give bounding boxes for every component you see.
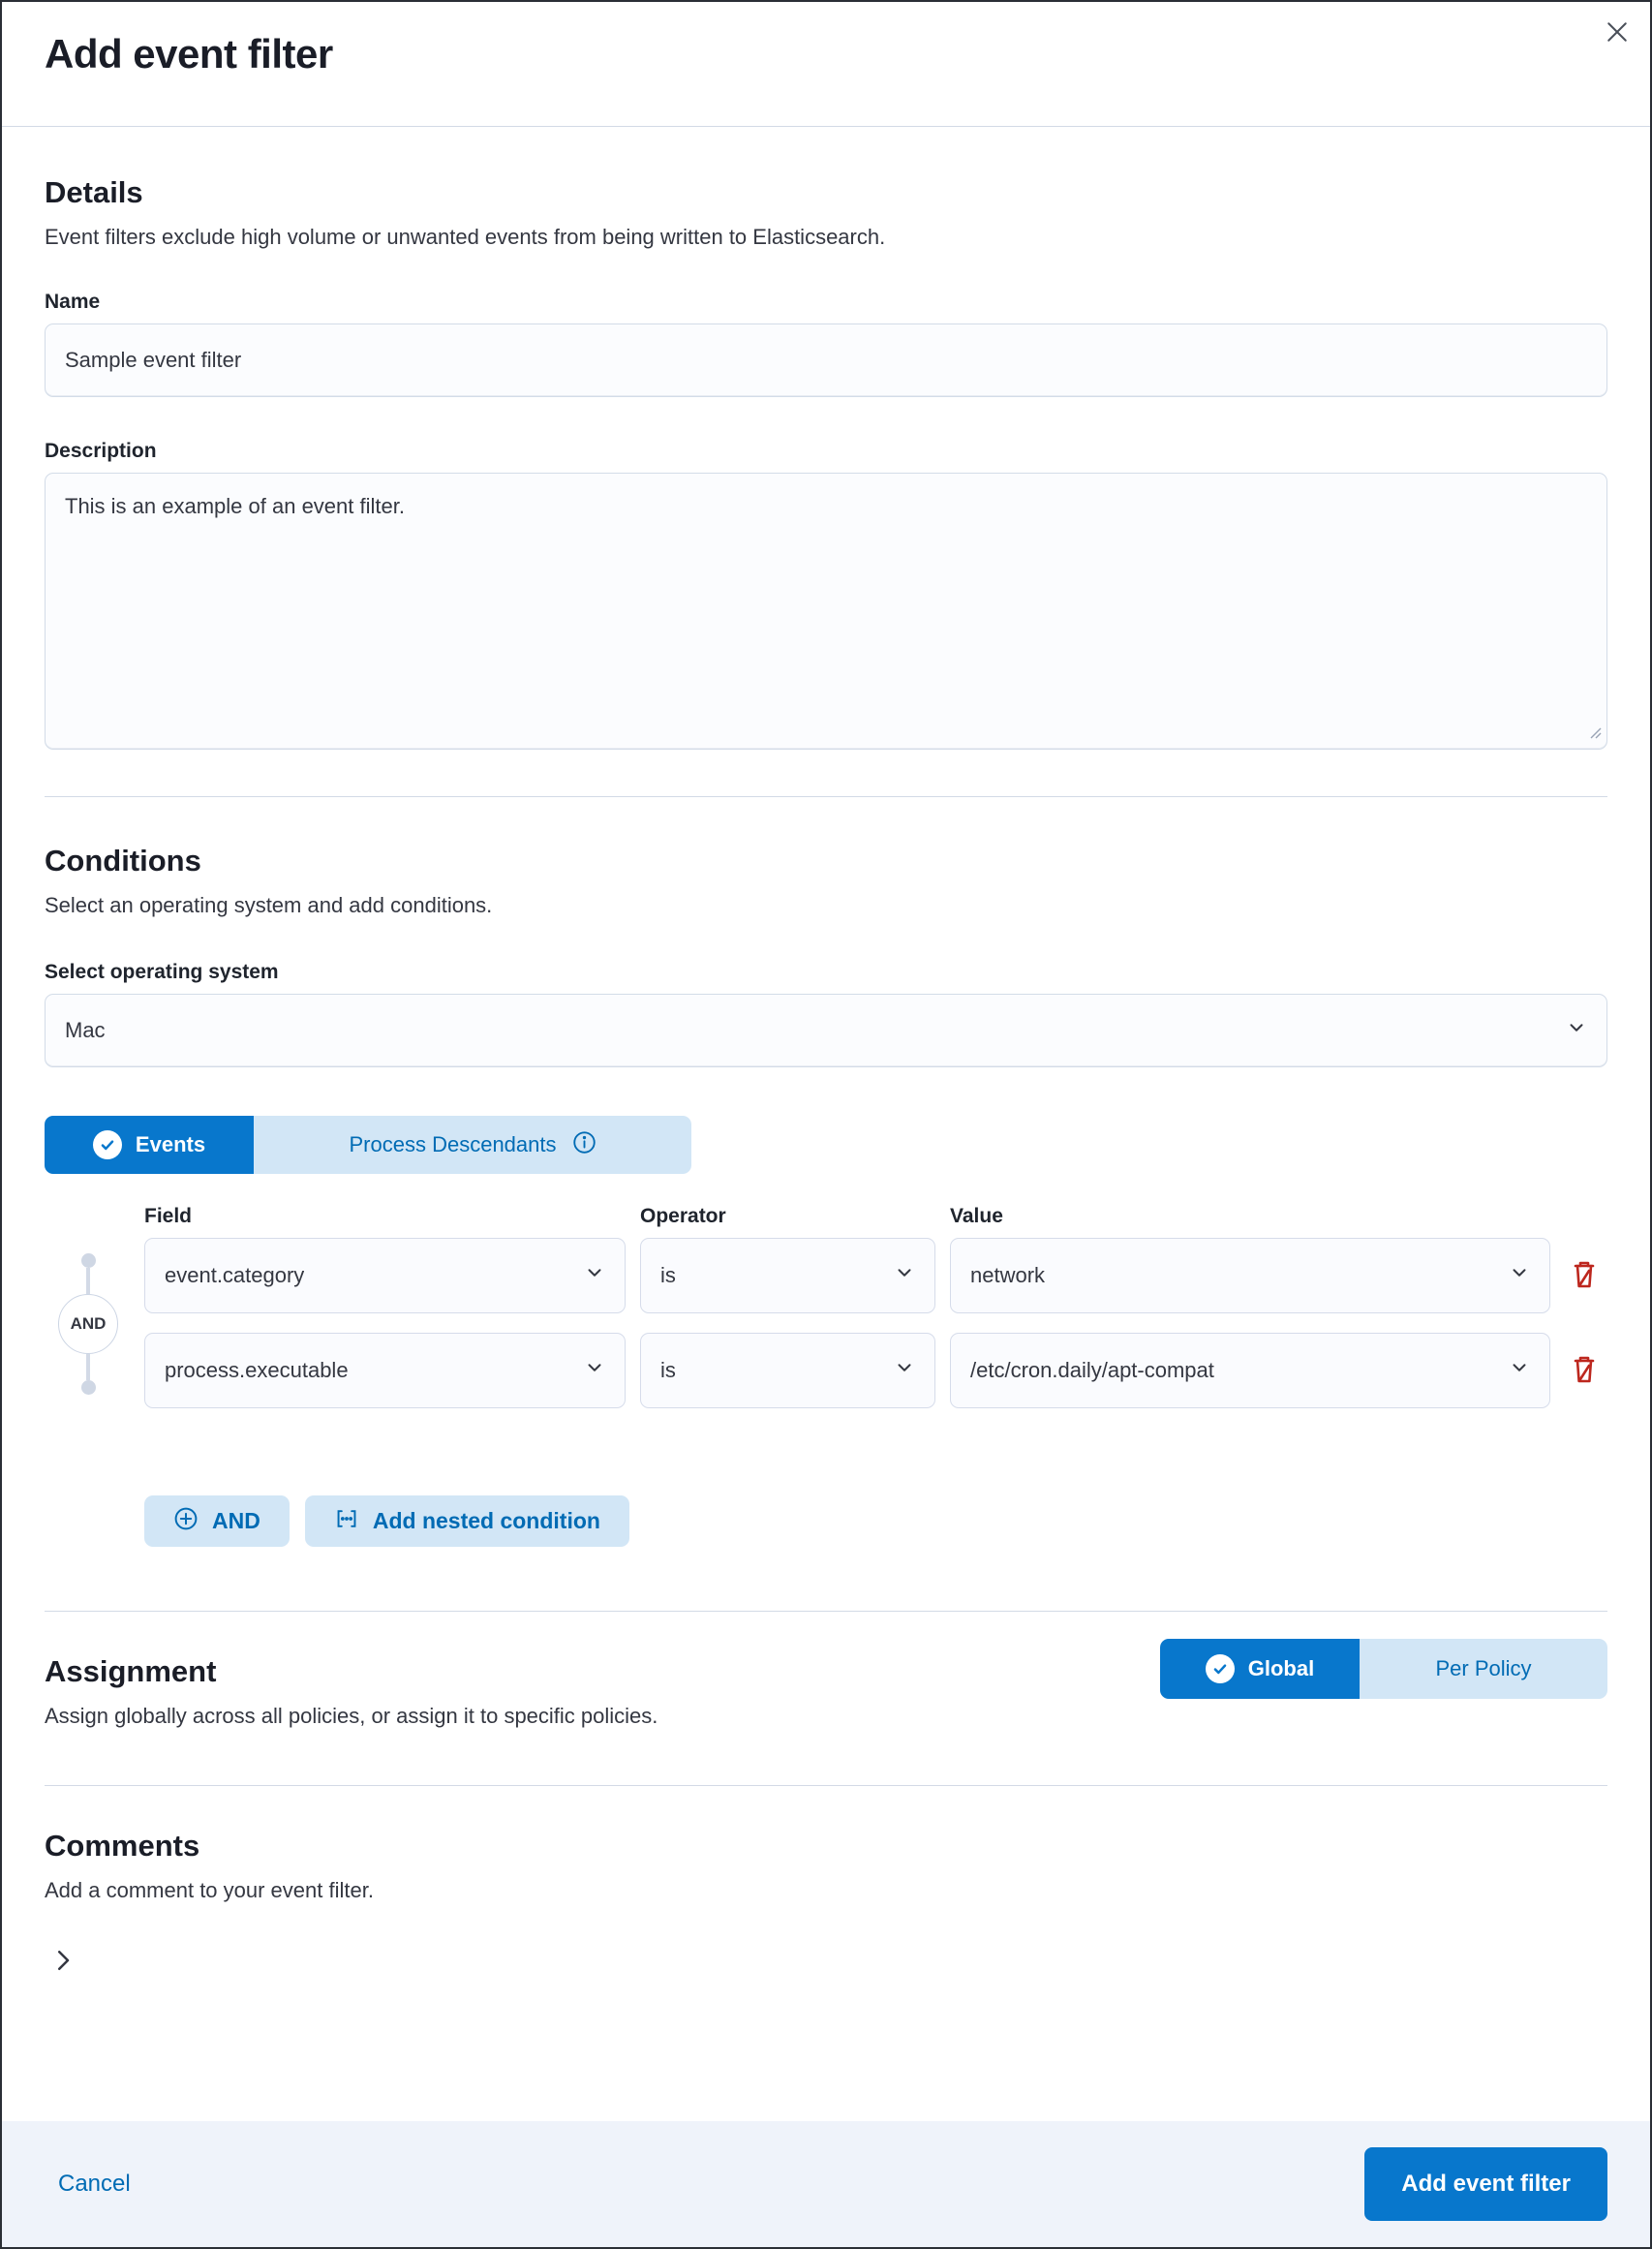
textarea-resize-handle[interactable]	[1587, 724, 1603, 745]
description-label: Description	[45, 440, 157, 462]
field-select[interactable]	[144, 1333, 626, 1408]
delete-condition-button[interactable]	[1565, 1351, 1604, 1390]
operator-column-label: Operator	[640, 1205, 726, 1227]
value-select-value: network	[970, 1263, 1046, 1287]
toggle-per-policy[interactable]	[1360, 1639, 1607, 1699]
condition-buttons	[45, 1495, 1607, 1547]
name-input[interactable]	[45, 323, 1607, 397]
add-nested-condition-button[interactable]	[305, 1495, 629, 1547]
os-select[interactable]	[45, 994, 1607, 1067]
field-select-value: process.executable	[165, 1358, 349, 1382]
condition-column-labels	[45, 1205, 1607, 1228]
conditions-heading: Conditions	[45, 844, 201, 878]
condition-rows	[45, 1238, 1607, 1408]
condition-row	[144, 1238, 1607, 1313]
tab-events-label: Events	[135, 1132, 206, 1156]
details-section	[45, 175, 1607, 750]
comments-accordion-toggle[interactable]	[45, 1942, 81, 1982]
plus-circle-icon	[173, 1506, 199, 1537]
and-connector-badge: AND	[58, 1294, 118, 1354]
nested-button-label: Add nested condition	[372, 1508, 600, 1533]
divider	[45, 796, 1607, 797]
cancel-button[interactable]: Cancel	[58, 2171, 131, 2197]
nested-condition-icon	[334, 1506, 359, 1537]
condition-row	[144, 1333, 1607, 1408]
close-button[interactable]	[1596, 12, 1638, 54]
chevron-down-icon	[584, 1262, 605, 1289]
tab-descendants-label: Process Descendants	[349, 1132, 557, 1156]
name-label: Name	[45, 291, 101, 313]
operator-select[interactable]	[640, 1333, 935, 1408]
operator-select-value: is	[660, 1358, 676, 1382]
comments-heading: Comments	[45, 1829, 200, 1863]
connector-dot-top	[81, 1253, 96, 1268]
chevron-right-icon	[48, 1946, 77, 1978]
connector-line	[86, 1354, 90, 1380]
value-select-value: /etc/cron.daily/apt-compat	[970, 1358, 1214, 1382]
trash-icon	[1569, 1354, 1600, 1388]
chevron-down-icon	[894, 1262, 915, 1289]
field-select[interactable]	[144, 1238, 626, 1313]
check-circle-icon	[93, 1130, 122, 1159]
chevron-down-icon	[584, 1357, 605, 1384]
connector-dot-bottom	[81, 1380, 96, 1395]
and-button[interactable]	[144, 1495, 290, 1547]
assignment-toggle-group	[1160, 1639, 1607, 1699]
value-select[interactable]	[950, 1238, 1550, 1313]
trash-icon	[1569, 1259, 1600, 1293]
chevron-down-icon	[1509, 1357, 1530, 1384]
assignment-subtitle: Assign globally across all policies, or assign it to specific policies.	[45, 1704, 658, 1728]
chevron-down-icon	[1566, 1017, 1587, 1044]
connector-line	[86, 1268, 90, 1294]
tab-process-descendants[interactable]	[254, 1116, 691, 1174]
modal-body	[2, 127, 1650, 2121]
add-event-filter-button[interactable]: Add event filter	[1364, 2147, 1607, 2221]
delete-condition-button[interactable]	[1565, 1256, 1604, 1295]
value-select[interactable]	[950, 1333, 1550, 1408]
assignment-heading: Assignment	[45, 1654, 217, 1688]
and-connector	[45, 1253, 132, 1395]
conditions-section	[45, 844, 1607, 1547]
toggle-policy-label: Per Policy	[1435, 1656, 1532, 1680]
page-title: Add event filter	[45, 31, 333, 77]
comments-section	[45, 1829, 1607, 1982]
conditions-subtitle: Select an operating system and add conditions.	[45, 893, 493, 917]
operator-select[interactable]	[640, 1238, 935, 1313]
comments-subtitle: Add a comment to your event filter.	[45, 1878, 374, 1902]
assignment-section	[45, 1612, 1607, 1729]
field-column-label: Field	[144, 1205, 193, 1227]
operator-select-value: is	[660, 1263, 676, 1287]
field-select-value: event.category	[165, 1263, 305, 1287]
tab-events[interactable]	[45, 1116, 254, 1174]
os-select-value: Mac	[65, 1018, 106, 1042]
description-textarea-wrap	[45, 473, 1607, 750]
toggle-global-label: Global	[1247, 1656, 1315, 1680]
description-textarea[interactable]	[45, 473, 1607, 750]
info-icon	[572, 1130, 597, 1160]
modal-header	[2, 2, 1650, 127]
os-select-label: Select operating system	[45, 961, 279, 983]
modal-footer	[2, 2121, 1650, 2247]
and-button-label: AND	[212, 1508, 260, 1533]
check-circle-icon	[1206, 1654, 1235, 1683]
toggle-global[interactable]	[1160, 1639, 1360, 1699]
chevron-down-icon	[894, 1357, 915, 1384]
chevron-down-icon	[1509, 1262, 1530, 1289]
close-icon	[1603, 17, 1632, 49]
events-tab-group	[45, 1116, 691, 1174]
details-description: Event filters exclude high volume or unwanted events from being written to Elasticsearch.	[45, 225, 886, 249]
value-column-label: Value	[950, 1205, 1003, 1227]
divider	[45, 1785, 1607, 1786]
details-heading: Details	[45, 175, 143, 209]
